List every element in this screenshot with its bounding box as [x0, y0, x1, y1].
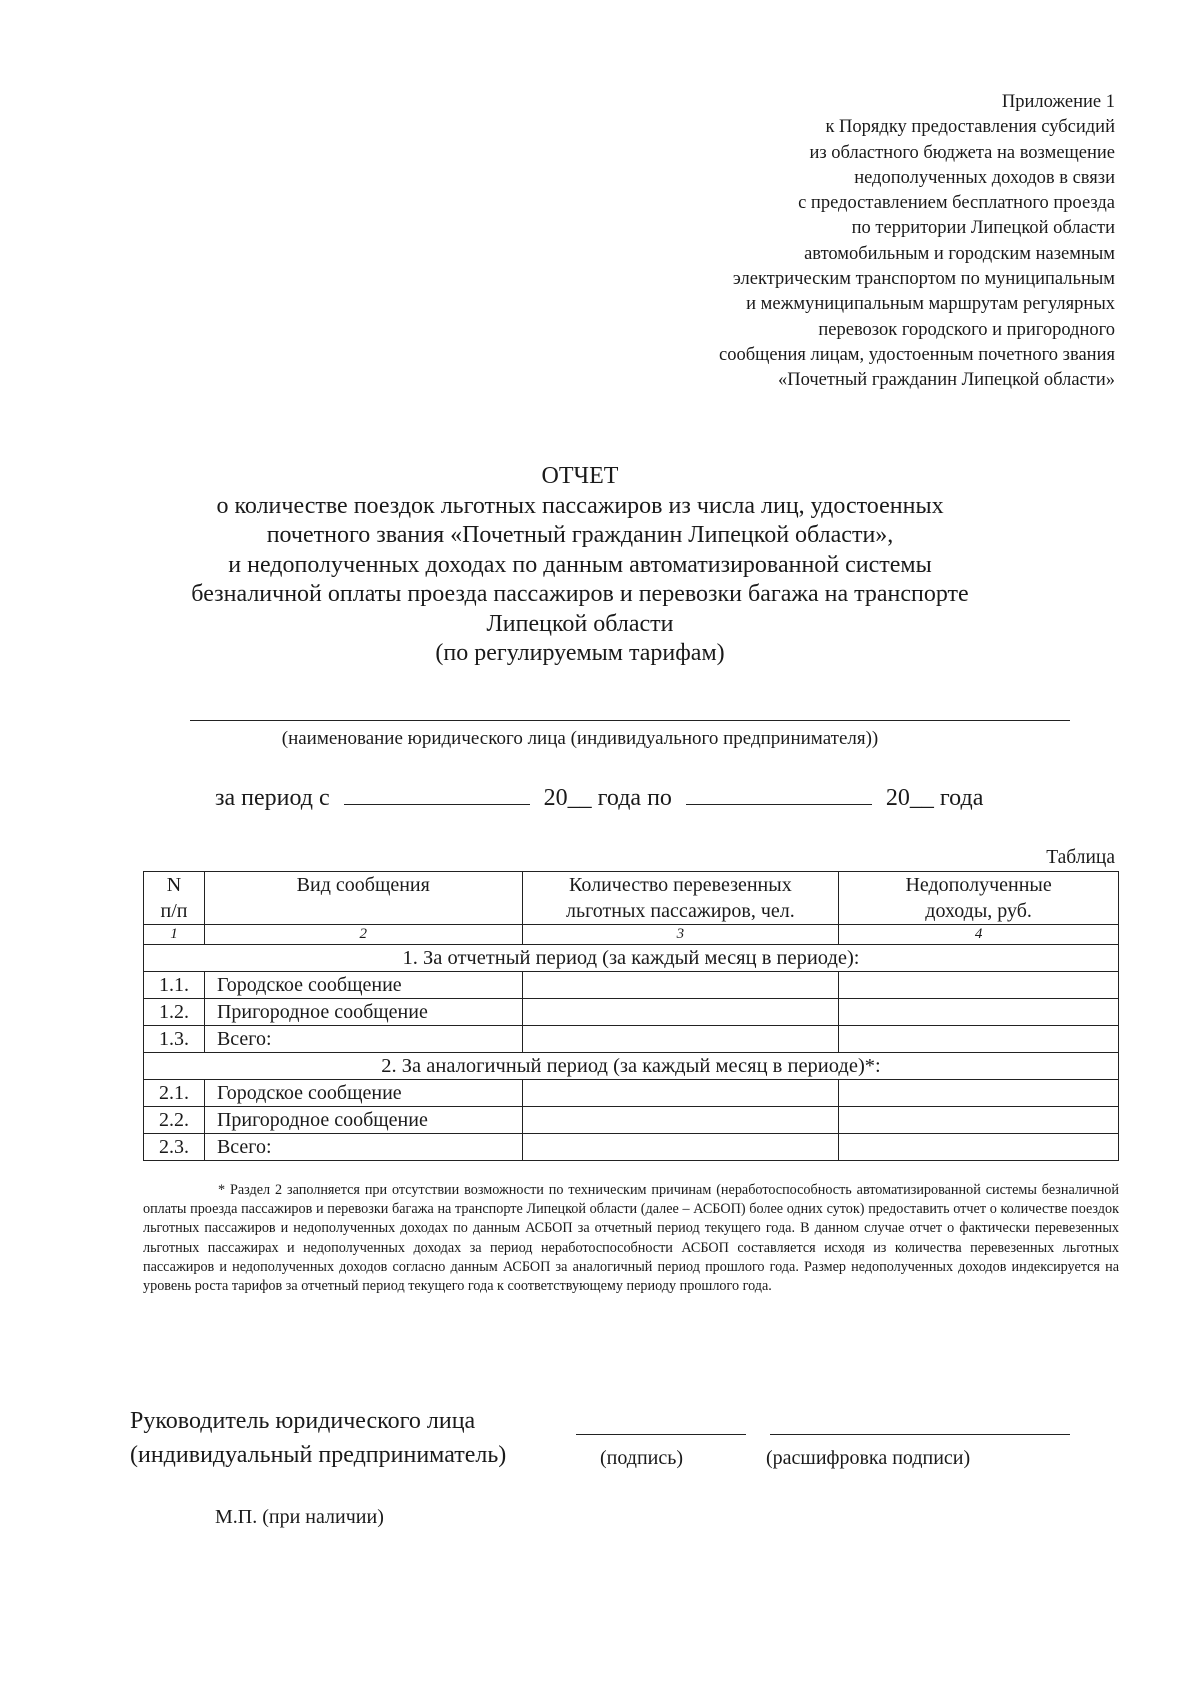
table-row: [144, 972, 1119, 999]
table-row: [144, 1026, 1119, 1053]
row-label: Всего:: [204, 1026, 522, 1053]
table-row: [144, 999, 1119, 1026]
header-passengers-line2: льготных пассажиров, чел.: [566, 900, 795, 922]
appendix-line: из областного бюджета на возмещение: [809, 142, 1115, 163]
appendix-line: сообщения лицам, удостоенным почетного звания: [719, 344, 1115, 365]
header-passengers: [522, 872, 839, 925]
passengers-cell[interactable]: [522, 1107, 839, 1134]
header-num: [144, 872, 205, 925]
title-line: безналичной оплаты проезда пассажиров и перевозки багажа на транспорте: [191, 581, 969, 607]
header-num-line1: N: [166, 874, 182, 896]
header-income-line2: доходы, руб.: [925, 900, 1032, 922]
period-start-field[interactable]: [344, 782, 530, 805]
header-type-label: Вид сообщения: [296, 874, 430, 896]
row-label: Всего:: [204, 1134, 522, 1161]
section-title: 2. За аналогичный период (за каждый месяц в периоде)*:: [144, 1053, 1119, 1080]
period-end-field[interactable]: [686, 782, 872, 805]
income-cell[interactable]: [839, 1080, 1119, 1107]
section-row-1: [144, 945, 1119, 972]
table-row: [144, 1107, 1119, 1134]
header-type: [204, 872, 522, 925]
signatory-title-line2: (индивидуальный предприниматель): [130, 1442, 507, 1468]
period-prefix: за период с: [215, 785, 330, 811]
signature-caption: (подпись): [600, 1447, 684, 1469]
row-num: 2.1.: [144, 1080, 205, 1107]
title-line: почетного звания «Почетный гражданин Липецкой области»,: [266, 522, 894, 548]
income-cell[interactable]: [839, 1134, 1119, 1161]
table-row: [144, 1080, 1119, 1107]
report-heading: ОТЧЕТ: [541, 463, 619, 489]
row-num: 2.2.: [144, 1107, 205, 1134]
passengers-cell[interactable]: [522, 1134, 839, 1161]
header-passengers-line1: Количество перевезенных: [569, 874, 792, 896]
stamp-note: М.П. (при наличии): [215, 1506, 384, 1528]
income-cell[interactable]: [839, 1107, 1119, 1134]
appendix-line: и межмуниципальным маршрутам регулярных: [746, 294, 1115, 315]
row-num: 1.2.: [144, 999, 205, 1026]
header-income: [839, 872, 1119, 925]
column-index: 3: [522, 925, 839, 945]
header-income-line1: Недополученные: [905, 874, 1052, 896]
row-label: Пригородное сообщение: [204, 999, 522, 1026]
title-line: Липецкой области: [486, 610, 674, 637]
footnote-text: * Раздел 2 заполняется при отсутствии возможности по техническим причинам (неработоспособность автоматизированной системы безналичной оплаты проезда пассажиров и перевозки багажа на транспорте Липецкой области (далее – АСБОП) более одних суток) предоставить отчет о количестве поездок льготных пассажиров и недополученных доходах по данным АСБОП за отчетный период текущего года. В данном случае отчет о фактически перевезенных льготных пассажирах и недополученных доходах за период неработоспособности АСБОП составляется исходя из количества перевезенных льготных пассажиров и недополученных доходов согласно данным АСБОП за аналогичный период прошлого года. Размер недополученных доходов индексируется на уровень роста тарифов за отчетный период текущего года к соответствующему периоду прошлого года.: [143, 1182, 1119, 1295]
report-table: [143, 871, 1119, 1161]
passengers-cell[interactable]: [522, 1026, 839, 1053]
table-row: [144, 1134, 1119, 1161]
appendix-line: «Почетный гражданин Липецкой области»: [778, 370, 1115, 391]
signatory-title-line1: Руководитель юридического лица: [130, 1408, 476, 1434]
row-num: 1.3.: [144, 1026, 205, 1053]
table-header-row: [144, 872, 1119, 925]
column-index-row: [144, 925, 1119, 945]
appendix-line: автомобильным и городским наземным: [804, 243, 1115, 264]
passengers-cell[interactable]: [522, 1080, 839, 1107]
section-title: 1. За отчетный период (за каждый месяц в периоде):: [144, 945, 1119, 972]
income-cell[interactable]: [839, 972, 1119, 999]
period-year-mid: 20__ года по: [543, 785, 672, 811]
period-line: [215, 782, 983, 812]
appendix-header: [515, 90, 1115, 394]
report-title: [130, 462, 1030, 669]
income-cell[interactable]: [839, 999, 1119, 1026]
signature-decode-field[interactable]: [770, 1434, 1070, 1435]
column-index: 4: [839, 925, 1119, 945]
signature-decode-caption: (расшифровка подписи): [766, 1447, 971, 1469]
passengers-cell[interactable]: [522, 999, 839, 1026]
title-line: и недополученных доходах по данным автоматизированной системы: [228, 551, 932, 578]
title-line: о количестве поездок льготных пассажиров из числа лиц, удостоенных: [216, 492, 944, 519]
appendix-line: недополученных доходов в связи: [854, 167, 1115, 188]
header-num-line2: п/п: [160, 900, 188, 922]
table-caption: Таблица: [1046, 847, 1115, 868]
row-num: 1.1.: [144, 972, 205, 999]
column-index: 1: [144, 925, 205, 945]
signature-field[interactable]: [576, 1434, 746, 1435]
appendix-line: с предоставлением бесплатного проезда: [798, 193, 1115, 214]
row-num: 2.3.: [144, 1134, 205, 1161]
period-year-end: 20__ года: [885, 785, 984, 811]
appendix-line: по территории Липецкой области: [851, 218, 1115, 239]
passengers-cell[interactable]: [522, 972, 839, 999]
row-label: Городское сообщение: [204, 1080, 522, 1107]
title-line: (по регулируемым тарифам): [435, 640, 725, 666]
section-row-2: [144, 1053, 1119, 1080]
row-label: Городское сообщение: [204, 972, 522, 999]
appendix-line: Приложение 1: [1001, 92, 1115, 112]
appendix-line: перевозок городского и пригородного: [818, 319, 1115, 340]
income-cell[interactable]: [839, 1026, 1119, 1053]
entity-name-field[interactable]: [190, 720, 1070, 721]
column-index: 2: [204, 925, 522, 945]
appendix-line: к Порядку предоставления субсидий: [825, 117, 1115, 138]
entity-name-caption: (наименование юридического лица (индивидуального предпринимателя)): [281, 728, 879, 749]
row-label: Пригородное сообщение: [204, 1107, 522, 1134]
footnote: [143, 1181, 1119, 1296]
appendix-line: электрическим транспортом по муниципальным: [732, 269, 1115, 290]
